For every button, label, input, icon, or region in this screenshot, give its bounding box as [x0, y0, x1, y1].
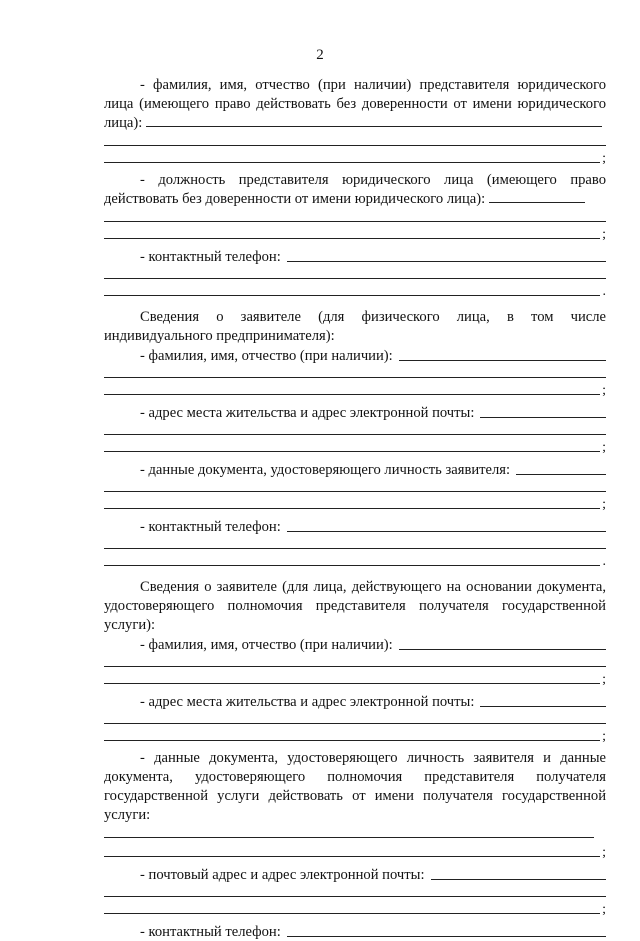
input-line[interactable]	[104, 365, 606, 382]
input-line[interactable]	[104, 728, 606, 745]
input-line[interactable]	[480, 694, 606, 707]
input-line[interactable]	[104, 150, 606, 167]
input-line[interactable]	[104, 496, 606, 513]
input-line[interactable]	[287, 249, 606, 262]
input-line[interactable]	[146, 114, 602, 127]
input-line[interactable]	[104, 133, 606, 150]
page-number: 2	[316, 47, 324, 63]
line-punctuation: ;	[602, 902, 606, 917]
input-line[interactable]	[104, 553, 606, 570]
input-line[interactable]	[480, 405, 606, 418]
input-line[interactable]	[431, 867, 607, 880]
input-line[interactable]	[104, 884, 606, 901]
field-label-contact-phone: - контактный телефон:	[104, 922, 606, 941]
field-label-identity-and-authority-documents: - данные документа, удостоверяющего личность заявителя и данные документа, удостоверяющего полномочия представителя получателя государственной услуги действовать от имени получателя государственной услуги:	[104, 749, 606, 844]
line-punctuation: ;	[602, 729, 606, 744]
form-content	[104, 76, 606, 941]
input-line[interactable]	[104, 844, 606, 861]
line-punctuation: ;	[602, 227, 606, 242]
input-line[interactable]	[104, 422, 606, 439]
field-label-full-name: - фамилия, имя, отчество (при наличии):	[104, 635, 606, 654]
field-label-representative-name: - фамилия, имя, отчество (при наличии) представителя юридического лица (имеющего право действовать без доверенности от имени юридического лица):	[104, 77, 606, 131]
line-punctuation: .	[602, 554, 606, 569]
input-line[interactable]	[104, 209, 606, 226]
input-line[interactable]	[104, 901, 606, 918]
field-label-postal-address-email: - почтовый адрес и адрес электронной почты:	[104, 865, 606, 884]
input-line[interactable]	[104, 226, 606, 243]
input-line[interactable]	[104, 654, 606, 671]
line-punctuation: ;	[602, 845, 606, 860]
input-line[interactable]	[287, 519, 606, 532]
line-punctuation: ;	[602, 672, 606, 687]
input-line[interactable]	[104, 671, 606, 688]
input-line[interactable]	[399, 348, 606, 361]
input-line[interactable]	[516, 462, 606, 475]
input-line[interactable]	[489, 190, 585, 203]
section-heading-representative: Сведения о заявителе (для лица, действующего на основании документа, удостоверяющего полномочия представителя получателя государственной услуги):	[104, 579, 606, 633]
line-punctuation: ;	[602, 151, 606, 166]
input-line[interactable]	[287, 924, 606, 937]
field-label-representative-position: - должность представителя юридического лица (имеющего право действовать без доверенности от имени юридического лица):	[104, 172, 606, 207]
section-heading-individual: Сведения о заявителе (для физического лица, в том числе индивидуального предпринимателя):	[104, 309, 606, 344]
input-line[interactable]	[399, 637, 606, 650]
field-label-address-email: - адрес места жительства и адрес электронной почты:	[104, 692, 606, 711]
line-punctuation: ;	[602, 440, 606, 455]
input-line[interactable]	[104, 825, 594, 838]
field-label-full-name: - фамилия, имя, отчество (при наличии):	[104, 346, 606, 365]
field-label-contact-phone: - контактный телефон:	[104, 517, 606, 536]
input-line[interactable]	[104, 536, 606, 553]
input-line[interactable]	[104, 439, 606, 456]
line-punctuation: .	[602, 284, 606, 299]
input-line[interactable]	[104, 479, 606, 496]
line-punctuation: ;	[602, 383, 606, 398]
field-label-identity-document: - данные документа, удостоверяющего личность заявителя:	[104, 460, 606, 479]
input-line[interactable]	[104, 283, 606, 300]
input-line[interactable]	[104, 266, 606, 283]
input-line[interactable]	[104, 711, 606, 728]
field-label-contact-phone: - контактный телефон:	[104, 247, 606, 266]
line-punctuation: ;	[602, 497, 606, 512]
input-line[interactable]	[104, 382, 606, 399]
field-label-address-email: - адрес места жительства и адрес электронной почты:	[104, 403, 606, 422]
